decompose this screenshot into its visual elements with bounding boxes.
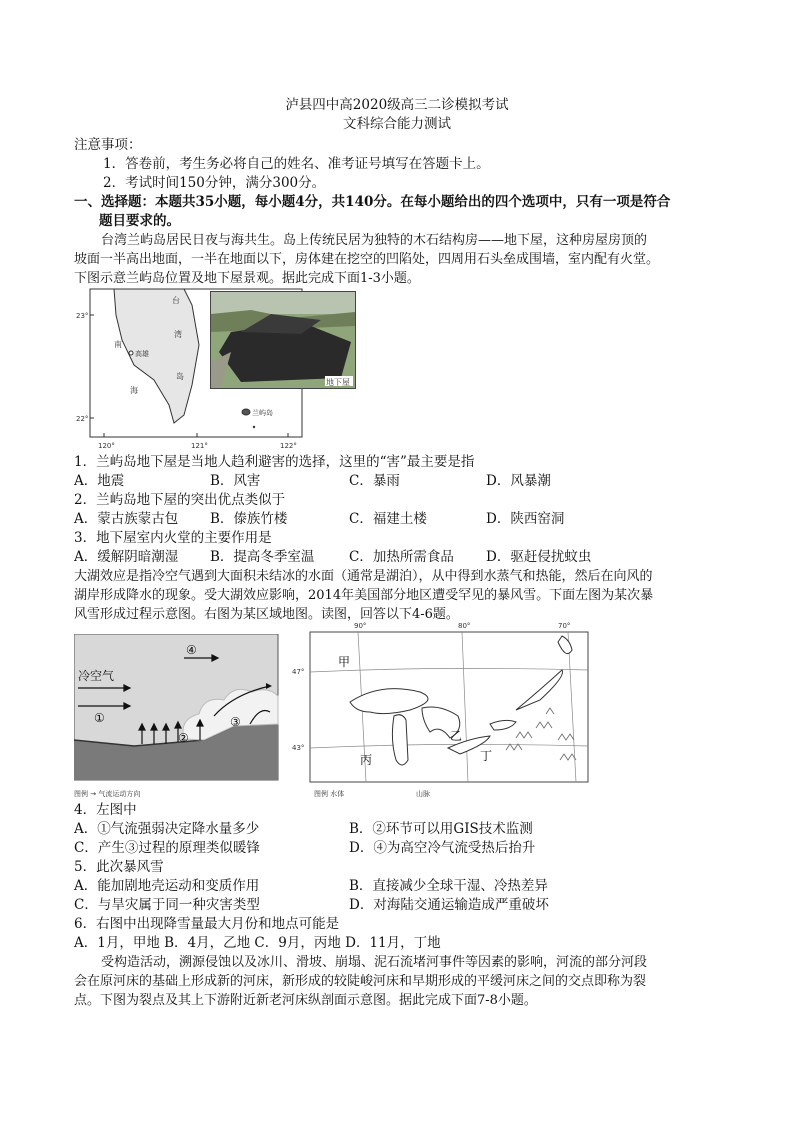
q3-stem: 3．地下屋室内火堂的主要作用是 — [74, 530, 272, 546]
passage3-line2: 会在原河床的基础上形成新的河床，新形成的较陡峻河床和早期形成的平缓河床之间的交点即称为裂 — [74, 974, 647, 989]
great-lakes-map — [290, 620, 592, 800]
label-lanyu: 兰屿岛 — [252, 409, 273, 417]
label-tai: 台 — [172, 296, 180, 305]
passage2-line1: 大湖效应是指冷空气遇到大面积未结冰的水面（通常是湖泊），从中得到水蒸气和热能，然后在向风的 — [74, 569, 653, 584]
label-dao: 岛 — [176, 372, 184, 381]
q5-option-b[interactable]: B．直接减少全球干湿、冷热差异 — [349, 878, 548, 894]
q5-option-c[interactable]: C．与旱灾属于同一种灾害类型 — [74, 897, 260, 913]
passage2-line3: 风雪形成过程示意图。右图为某区域地图。读图，回答以下4-6题。 — [74, 607, 459, 622]
exam-subtitle: 文科综合能力测试 — [343, 116, 451, 132]
lat-label-23: 23° — [76, 312, 89, 320]
q5-option-a[interactable]: A．能加剧地壳运动和变质作用 — [74, 878, 260, 894]
passage1-line3: 下图示意兰屿岛位置及地下屋景观。据此完成下面1-3小题。 — [74, 271, 420, 286]
marker-2: ② — [178, 731, 189, 745]
lat-label-43: 43° — [292, 744, 305, 752]
q5-option-d[interactable]: D．对海陆交通运输造成严重破坏 — [349, 897, 549, 913]
marker-3: ③ — [230, 715, 241, 729]
marker-4: ④ — [186, 643, 197, 657]
lon-label-120: 120° — [98, 442, 115, 450]
place-jia: 甲 — [338, 655, 351, 669]
q4-option-a[interactable]: A．①气流强弱决定降水量多少 — [74, 821, 260, 837]
q1-stem: 1．兰屿岛地下屋是当地人趋利避害的选择，这里的“害”最主要是指 — [74, 454, 475, 470]
passage3-line3: 点。下图为裂点及其上下游附近新老河床纵剖面示意图。据此完成下面7-8小题。 — [74, 993, 537, 1008]
q3-option-d[interactable]: D．驱赶侵扰蚊虫 — [486, 549, 592, 565]
photo-caption: 地下屋 — [326, 378, 350, 387]
q2-option-d[interactable]: D．陕西窑洞 — [486, 511, 565, 527]
notes-item-1: 1．答卷前，考生务必将自己的姓名、准考证号填写在答题卡上。 — [103, 156, 490, 172]
legend-airflow: 图例 → 气流运动方向 — [74, 790, 141, 798]
q4-option-c[interactable]: C．产生③过程的原理类似暖锋 — [74, 840, 260, 856]
exam-title: 泸县四中高2020级高三二诊模拟考试 — [285, 97, 509, 113]
lon-label-121: 121° — [191, 442, 208, 450]
lanyu-map — [74, 285, 350, 457]
lat-label-22: 22° — [76, 415, 89, 423]
lon-label-90: 90° — [354, 622, 367, 630]
q5-stem: 5．此次暴风雪 — [74, 859, 164, 875]
place-yi: 乙 — [450, 729, 463, 743]
lon-label-70: 70° — [558, 622, 571, 630]
place-bing: 丙 — [360, 753, 373, 767]
q4-option-d[interactable]: D．④为高空冷气流受热后抬升 — [349, 840, 536, 856]
place-ding: 丁 — [480, 749, 493, 763]
notes-item-2: 2．考试时间150分钟，满分300分。 — [103, 175, 326, 191]
passage1-line1: 台湾兰屿岛居民日夜与海共生。岛上传统民居为独特的木石结构房——地下屋，这种房屋房顶的 — [101, 233, 648, 248]
q2-option-b[interactable]: B．傣族竹楼 — [210, 511, 288, 527]
legend-water: 图例 水体 — [314, 790, 345, 798]
label-wan: 湾 — [174, 330, 182, 339]
label-gaoxiong: 高雄 — [135, 350, 149, 358]
q6-stem: 6．右图中出现降雪量最大月份和地点可能是 — [74, 916, 340, 932]
lon-label-122: 122° — [280, 442, 297, 450]
underground-house-photo — [210, 291, 356, 389]
q3-option-b[interactable]: B．提高冬季室温 — [210, 549, 315, 565]
q2-option-a[interactable]: A．蒙古族蒙古包 — [74, 511, 179, 527]
marker-1: ① — [94, 711, 105, 725]
lake-effect-diagram — [74, 634, 282, 800]
label-hai: 海 — [130, 386, 138, 395]
q4-stem: 4．左图中 — [74, 802, 137, 818]
legend-mountain: 山脉 — [416, 790, 430, 798]
lon-label-80: 80° — [458, 622, 471, 630]
notes-heading: 注意事项： — [74, 137, 142, 153]
passage3-line1: 受构造活动，溯源侵蚀以及冰川、滑坡、崩塌、泥石流堵河事件等因素的影响，河流的部分河段 — [101, 955, 648, 970]
q1-option-d[interactable]: D．风暴潮 — [486, 473, 551, 489]
q2-option-c[interactable]: C．福建土楼 — [349, 511, 427, 527]
q4-option-b[interactable]: B．②环节可以用GIS技术监测 — [349, 821, 533, 837]
q1-option-b[interactable]: B．风害 — [210, 473, 261, 489]
label-nan: 南 — [114, 340, 122, 349]
cold-air-label: 冷空气 — [78, 669, 115, 683]
q1-option-c[interactable]: C．暴雨 — [349, 473, 400, 489]
section-heading: 一、选择题：本题共35小题，每小题4分，共140分。在每小题给出的四个选项中，只有一项是符合 — [74, 194, 671, 210]
q2-stem: 2．兰屿岛地下屋的突出优点类似于 — [74, 492, 286, 508]
q1-option-a[interactable]: A．地震 — [74, 473, 125, 489]
passage2-line2: 湖岸形成降水的现象。受大湖效应影响，2014年美国部分地区遭受罕见的暴风雪。下面左图为某次暴 — [74, 588, 654, 603]
passage1-line2: 坡面一半高出地面，一半在地面以下，房体建在挖空的凹陷处，四周用石头垒成围墙，室内配有火堂。 — [74, 252, 660, 267]
section-heading-cont: 题目要求的。 — [99, 213, 180, 229]
q6-options[interactable]: A．1月，甲地 B．4月，乙地 C．9月，丙地 D．11月，丁地 — [74, 935, 441, 951]
lat-label-47: 47° — [292, 668, 305, 676]
q3-option-c[interactable]: C．加热所需食品 — [349, 549, 454, 565]
q3-option-a[interactable]: A．缓解阴暗潮湿 — [74, 549, 179, 565]
